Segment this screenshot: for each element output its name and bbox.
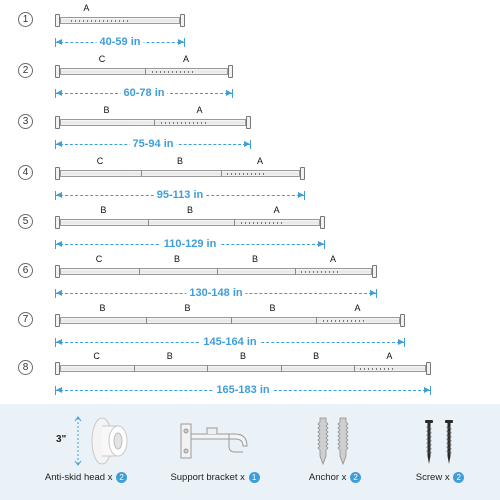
- rod-bar: [60, 170, 300, 177]
- rod-bar: [60, 317, 400, 324]
- rod-number-badge: 2: [18, 63, 33, 78]
- rod-joint: [148, 219, 149, 226]
- rod-adjustment-holes: [161, 122, 208, 124]
- rod-joint: [234, 219, 235, 226]
- dimension-tick: [304, 191, 305, 200]
- arrow-left-icon: [56, 192, 62, 198]
- rod-segment-label: B: [99, 303, 106, 313]
- rod-adjustment-holes: [360, 368, 397, 370]
- rod-segment-label: B: [166, 351, 173, 361]
- rod-segment-label: A: [196, 105, 203, 115]
- accessory-label: Anti-skid head x 2: [36, 472, 136, 483]
- rod-segment-label: A: [329, 254, 337, 264]
- rod-segment-label: C: [96, 156, 104, 166]
- arrow-right-icon: [244, 141, 250, 147]
- accessory-label: Screw x 2: [395, 472, 485, 483]
- accessory-anchor: [290, 404, 380, 500]
- rod-end-cap: [228, 65, 233, 78]
- arrow-right-icon: [178, 39, 184, 45]
- rod-segment-label: B: [239, 351, 247, 361]
- rod-segment-label: A: [256, 156, 264, 166]
- rod-adjustment-holes: [227, 173, 267, 175]
- rod-segment-label: A: [182, 54, 190, 64]
- accessory-label: Support bracket x 1: [165, 472, 265, 483]
- rod-segment-label: B: [184, 303, 191, 313]
- rod-segment-label: A: [273, 205, 280, 215]
- rod-number-badge: 8: [18, 360, 33, 375]
- rod-joint: [295, 268, 296, 275]
- length-range-label: 130-148 in: [186, 287, 245, 299]
- height-note: 3": [56, 434, 67, 445]
- arrow-left-icon: [56, 387, 62, 393]
- rod-end-cap: [246, 116, 251, 129]
- rod-joint: [141, 170, 142, 177]
- dimension-tick: [404, 338, 405, 347]
- rod-number-badge: 6: [18, 263, 33, 278]
- rod-number-badge: 1: [18, 12, 33, 27]
- support-bracket-icon: [177, 420, 257, 464]
- rod-segment-label: B: [186, 205, 194, 215]
- rod-segment-label: C: [95, 254, 103, 264]
- rod-joint: [231, 317, 232, 324]
- rod-end-cap: [180, 14, 185, 27]
- rod-segment-label: C: [93, 351, 100, 361]
- rod-bar: [60, 365, 426, 372]
- anti-skid-head-icon: [72, 416, 130, 466]
- rod-number-badge: 5: [18, 214, 33, 229]
- rod-segment-label: B: [269, 303, 276, 313]
- rod-segment-label: B: [176, 156, 184, 166]
- rod-segment-label: B: [251, 254, 259, 264]
- rod-segment-label: A: [83, 3, 90, 13]
- rod-bar: [60, 17, 180, 24]
- accessory-anti-skid-head: [20, 404, 124, 500]
- accessory-support-bracket: [165, 404, 265, 500]
- length-range-label: 110-129 in: [161, 238, 220, 250]
- dimension-tick: [232, 89, 233, 98]
- rod-end-cap: [426, 362, 431, 375]
- arrow-right-icon: [370, 290, 376, 296]
- arrow-left-icon: [56, 290, 62, 296]
- length-range-label: 60-78 in: [121, 87, 168, 99]
- arrow-left-icon: [56, 141, 62, 147]
- length-range-label: 40-59 in: [97, 36, 144, 48]
- rod-end-cap: [400, 314, 405, 327]
- length-range-label: 75-94 in: [130, 138, 177, 150]
- screw-icon: [417, 418, 465, 466]
- dimension-tick: [324, 240, 325, 249]
- rod-segment-label: B: [173, 254, 181, 264]
- arrow-left-icon: [56, 241, 62, 247]
- dimension-tick: [184, 38, 185, 47]
- rod-joint: [154, 119, 155, 126]
- rod-adjustment-holes: [301, 271, 340, 273]
- rod-segment-label: C: [98, 54, 106, 64]
- anchor-icon: [312, 416, 360, 468]
- arrow-left-icon: [56, 39, 62, 45]
- rod-number-badge: 4: [18, 165, 33, 180]
- rod-segment-label: B: [100, 205, 107, 215]
- accessories-panel: [0, 404, 500, 500]
- rod-joint: [354, 365, 355, 372]
- rod-joint: [146, 317, 147, 324]
- rod-joint: [134, 365, 135, 372]
- rod-joint: [139, 268, 140, 275]
- rod-joint: [217, 268, 218, 275]
- rod-joint: [207, 365, 208, 372]
- length-range-label: 165-183 in: [213, 384, 272, 396]
- rod-end-cap: [300, 167, 305, 180]
- rod-bar: [60, 119, 246, 126]
- arrow-left-icon: [56, 90, 62, 96]
- rod-segment-label: A: [354, 303, 361, 313]
- rod-number-badge: 3: [18, 114, 33, 129]
- rod-segment-label: A: [386, 351, 393, 361]
- length-range-label: 95-113 in: [154, 189, 206, 201]
- rod-bar: [60, 68, 228, 75]
- rod-joint: [281, 365, 282, 372]
- rod-end-cap: [320, 216, 325, 229]
- arrow-right-icon: [318, 241, 324, 247]
- dimension-tick: [250, 140, 251, 149]
- rod-joint: [145, 68, 146, 75]
- accessory-screw: [395, 404, 485, 500]
- rod-end-cap: [372, 265, 377, 278]
- arrow-right-icon: [424, 387, 430, 393]
- rod-bar: [60, 219, 320, 226]
- length-range-label: 145-164 in: [200, 336, 259, 348]
- rod-bar: [60, 268, 372, 275]
- dimension-tick: [376, 289, 377, 298]
- arrow-right-icon: [226, 90, 232, 96]
- rod-segment-label: B: [103, 105, 110, 115]
- rod-segment-label: B: [313, 351, 320, 361]
- rod-adjustment-holes: [241, 222, 284, 224]
- rod-joint: [221, 170, 222, 177]
- rod-adjustment-holes: [323, 320, 366, 322]
- dimension-tick: [430, 386, 431, 395]
- rod-joint: [316, 317, 317, 324]
- arrow-left-icon: [56, 339, 62, 345]
- rod-adjustment-holes: [152, 71, 194, 73]
- rod-adjustment-holes: [71, 20, 131, 22]
- accessory-label: Anchor x 2: [290, 472, 380, 483]
- arrow-right-icon: [298, 192, 304, 198]
- arrow-right-icon: [398, 339, 404, 345]
- rod-number-badge: 7: [18, 312, 33, 327]
